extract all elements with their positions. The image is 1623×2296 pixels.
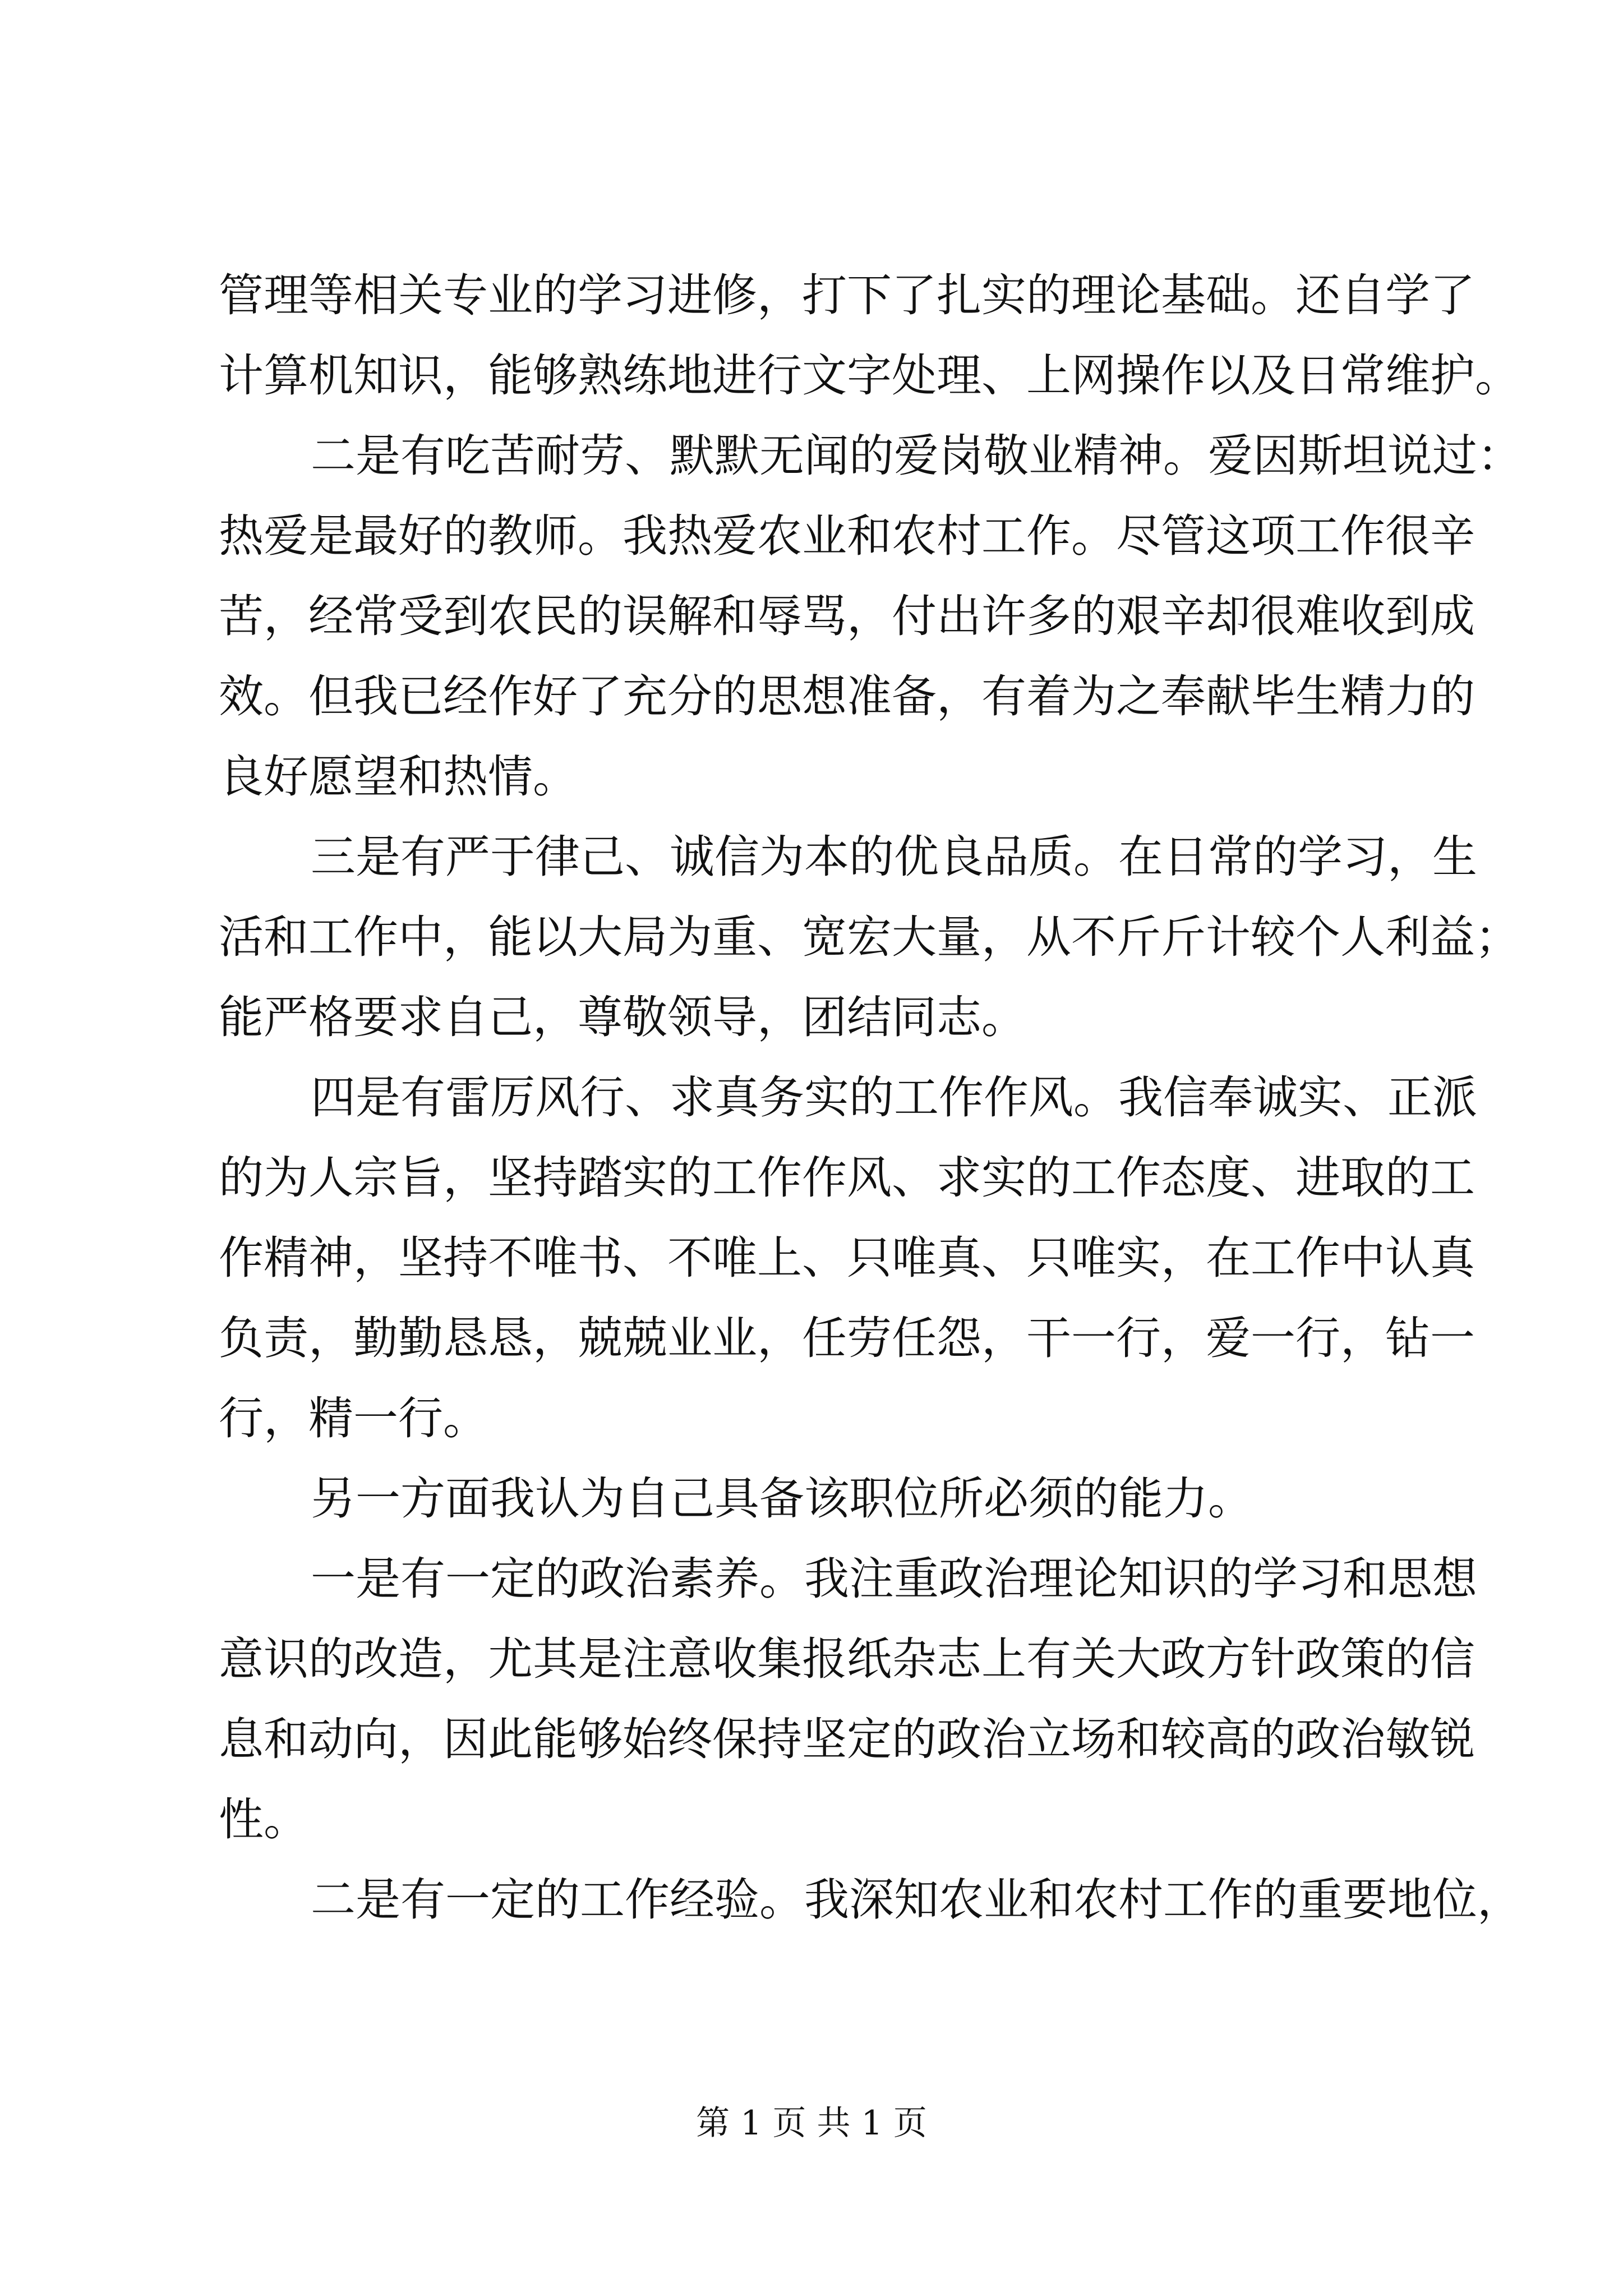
text-line-15: 行，精一行。 bbox=[219, 1392, 488, 1444]
text-line-17: 一是有一定的政治素养。我注重政治理论知识的学习和思想 bbox=[311, 1553, 1477, 1605]
text-line-12: 的为人宗旨，坚持踏实的工作作风、求实的工作态度、进取的工 bbox=[219, 1152, 1475, 1204]
text-line-21: 二是有一定的工作经验。我深知农业和农村工作的重要地位， bbox=[311, 1874, 1522, 1926]
text-line-8: 三是有严于律己、诚信为本的优良品质。在日常的学习，生 bbox=[311, 831, 1477, 883]
text-line-11: 四是有雷厉风行、求真务实的工作作风。我信奉诚实、正派 bbox=[311, 1071, 1477, 1124]
text-line-4: 热爱是最好的教师。我热爱农业和农村工作。尽管这项工作很辛 bbox=[219, 510, 1475, 562]
text-line-3: 二是有吃苦耐劳、默默无闻的爱岗敬业精神。爱因斯坦说过： bbox=[311, 430, 1522, 482]
text-line-2: 计算机知识，能够熟练地进行文字处理、上网操作以及日常维护。 bbox=[219, 349, 1520, 402]
text-line-7: 良好愿望和热情。 bbox=[219, 751, 578, 803]
text-line-5: 苦，经常受到农民的误解和辱骂，付出许多的艰辛却很难收到成 bbox=[219, 590, 1475, 642]
text-line-1: 管理等相关专业的学习进修，打下了扎实的理论基础。还自学了 bbox=[219, 269, 1475, 321]
text-line-16: 另一方面我认为自己具备该职位所必须的能力。 bbox=[311, 1473, 1253, 1525]
text-line-19: 息和动向，因此能够始终保持坚定的政治立场和较高的政治敏锐 bbox=[219, 1713, 1475, 1765]
text-line-18: 意识的改造，尤其是注意收集报纸杂志上有关大政方针政策的信 bbox=[219, 1633, 1475, 1685]
text-line-6: 效。但我已经作好了充分的思想准备，有着为之奉献毕生精力的 bbox=[219, 670, 1475, 723]
page-number-footer: 第 1 页 共 1 页 bbox=[696, 2104, 927, 2143]
text-line-13: 作精神，坚持不唯书、不唯上、只唯真、只唯实，在工作中认真 bbox=[219, 1232, 1475, 1284]
document-body bbox=[219, 255, 1522, 1940]
text-line-9: 活和工作中，能以大局为重、宽宏大量，从不斤斤计较个人利益； bbox=[219, 911, 1520, 963]
text-line-14: 负责，勤勤恳恳，兢兢业业，任劳任怨，干一行，爱一行，钻一 bbox=[219, 1312, 1475, 1364]
text-line-20: 性。 bbox=[219, 1793, 308, 1846]
text-line-10: 能严格要求自己，尊敬领导，团结同志。 bbox=[219, 991, 1026, 1043]
